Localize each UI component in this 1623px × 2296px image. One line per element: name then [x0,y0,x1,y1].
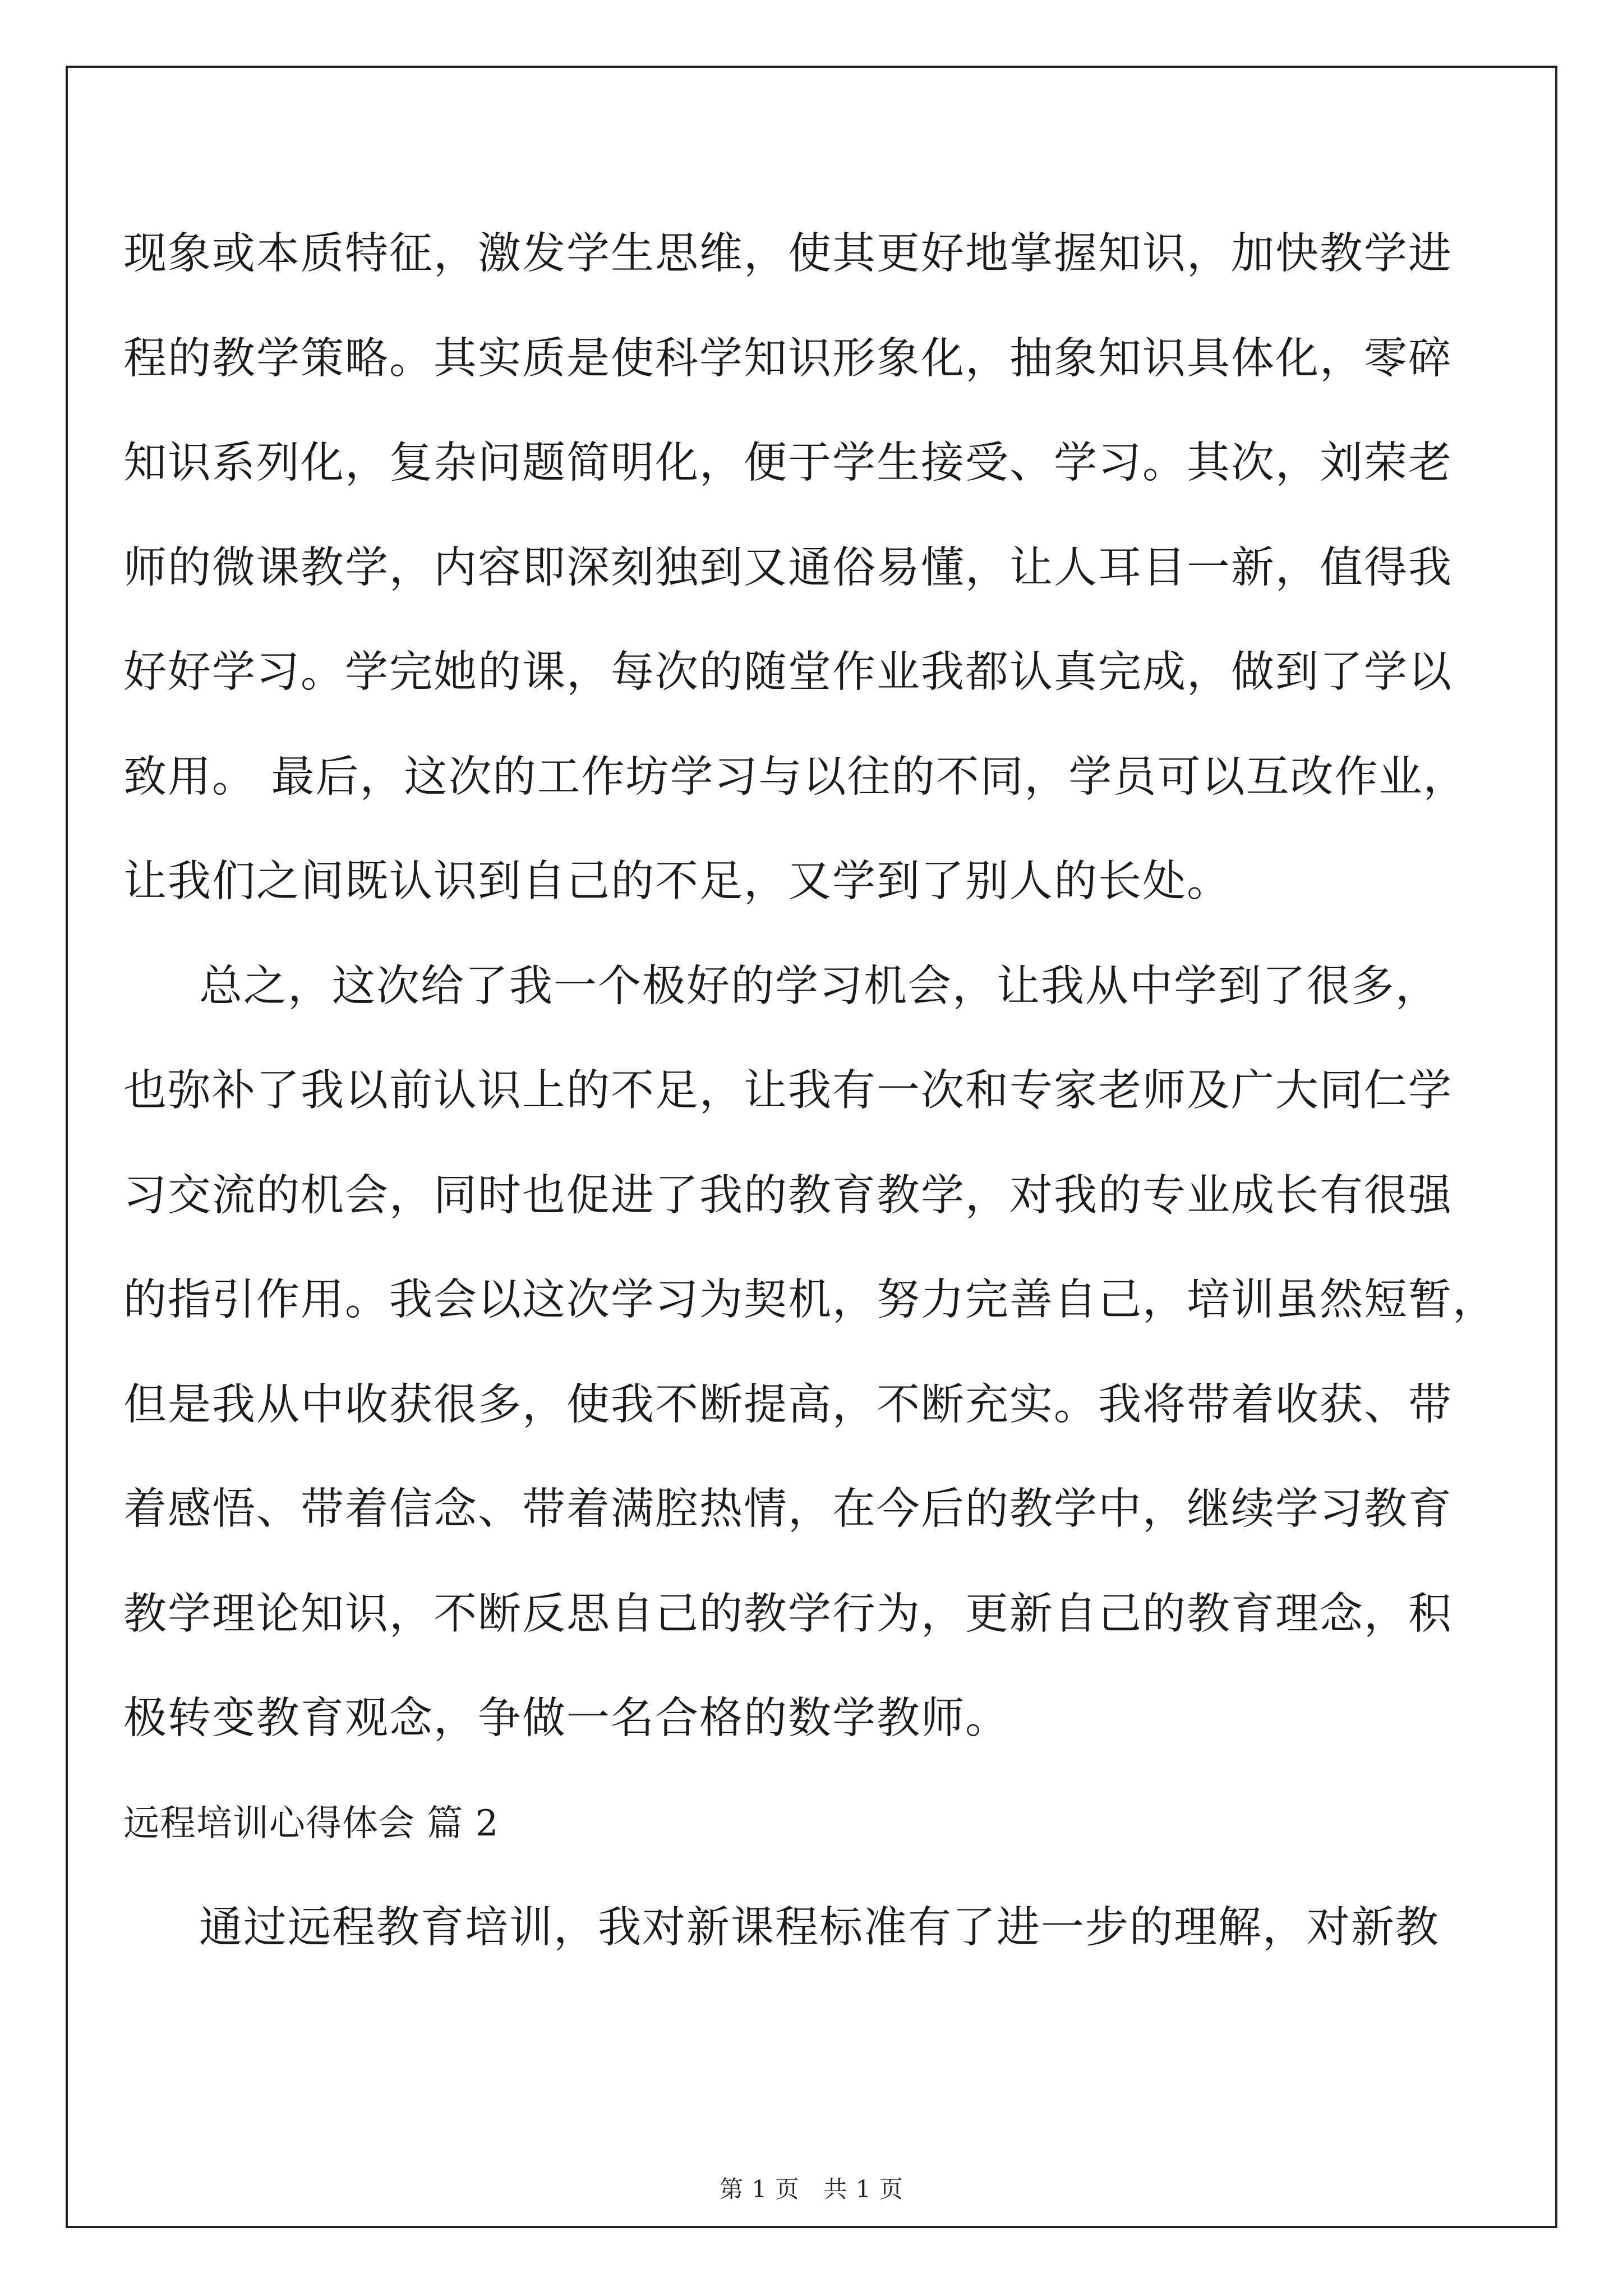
text-line: 知识系列化，复杂问题简明化，便于学生接受、学习。其次，刘荣老 [123,438,1453,488]
paragraph-first-line: 通过远程教育培训，我对新课程标准有了进一步的理解，对新教 [199,1903,1440,1953]
text-line: 也弥补了我以前认识上的不足，让我有一次和专家老师及广大同仁学 [123,1066,1453,1116]
text-line: 师的微课教学，内容即深刻独到又通俗易懂，让人耳目一新，值得我 [123,542,1453,593]
text-line: 致用。 最后，这次的工作坊学习与以往的不同，学员可以互改作业， [123,752,1468,802]
text-line: 着感悟、带着信念、带着满腔热情，在今后的教学中，继续学习教育 [123,1484,1453,1534]
text-line: 教学理论知识，不断反思自己的教学行为，更新自己的教育理念，积 [123,1589,1453,1639]
document-body [123,202,1497,1981]
section-heading: 远程培训心得体会 篇 2 [123,1802,499,1844]
text-line: 让我们之间既认识到自己的不足，又学到了别人的长处。 [123,857,1231,907]
text-line: 但是我从中收获很多，使我不断提高，不断充实。我将带着收获、带 [123,1379,1453,1430]
paragraph-first-line: 总之，这次给了我一个极好的学习机会，让我从中学到了很多， [199,961,1440,1011]
page-footer: 第 1 页 共 1 页 [720,2175,903,2203]
text-line: 好好学习。学完她的课，每次的随堂作业我都认真完成，做到了学以 [123,647,1453,697]
text-line: 习交流的机会，同时也促进了我的教育教学，对我的专业成长有很强 [123,1170,1453,1221]
text-line: 的指引作用。我会以这次学习为契机，努力完善自己，培训虽然短暂， [123,1275,1497,1325]
text-line: 现象或本质特征，激发学生思维，使其更好地掌握知识，加快教学进 [123,229,1453,279]
text-line: 极转变教育观念，争做一名合格的数学教师。 [123,1694,1009,1743]
text-line: 程的教学策略。其实质是使科学知识形象化，抽象知识具体化，零碎 [123,333,1453,384]
